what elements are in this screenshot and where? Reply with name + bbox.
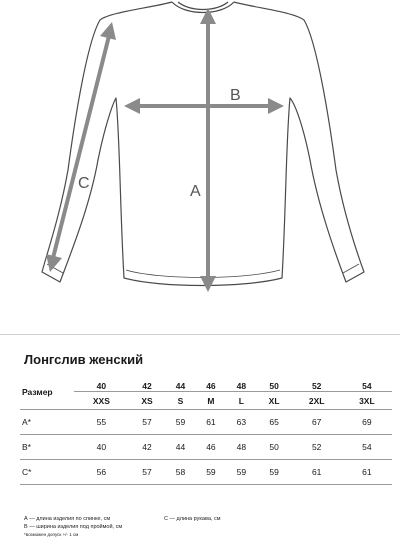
label-b: B <box>230 87 241 104</box>
size-ru-cell: 46 <box>196 375 226 392</box>
table-cell: 50 <box>257 435 292 460</box>
table-cell: 59 <box>226 460 256 485</box>
table-row <box>20 435 392 460</box>
legend-c: С — длина рукава, см <box>164 516 221 522</box>
collar <box>172 2 234 13</box>
row-label: B* <box>20 435 74 460</box>
size-ru-cell: 40 <box>74 375 129 392</box>
size-ru-cell: 44 <box>165 375 195 392</box>
table-row <box>20 460 392 485</box>
legend-a: А — длина изделия по спинке, см <box>24 516 111 522</box>
row-label: A* <box>20 410 74 435</box>
size-int-cell: L <box>226 392 256 410</box>
table-cell: 69 <box>342 410 392 435</box>
table-cell: 57 <box>129 460 166 485</box>
size-ru-cell: 52 <box>292 375 342 392</box>
table-cell: 65 <box>257 410 292 435</box>
divider <box>0 334 400 335</box>
table-cell: 59 <box>196 460 226 485</box>
size-table <box>20 375 392 485</box>
size-ru-cell: 42 <box>129 375 166 392</box>
table-cell: 40 <box>74 435 129 460</box>
table-cell: 59 <box>257 460 292 485</box>
header-row-ru <box>20 375 392 392</box>
table-cell: 55 <box>74 410 129 435</box>
header-row-int <box>20 392 392 410</box>
table-cell: 59 <box>165 410 195 435</box>
table-title: Лонгслив женский <box>24 352 144 367</box>
label-a: A <box>190 183 201 200</box>
table-cell: 48 <box>226 435 256 460</box>
table-cell: 46 <box>196 435 226 460</box>
table-cell: 63 <box>226 410 256 435</box>
legend <box>24 515 220 539</box>
legend-tolerance: *возможен допуск +/- 1 см <box>24 532 79 537</box>
size-ru-cell: 50 <box>257 375 292 392</box>
table-cell: 56 <box>74 460 129 485</box>
size-int-cell: XS <box>129 392 166 410</box>
table-cell: 61 <box>292 460 342 485</box>
table-cell: 61 <box>196 410 226 435</box>
table-row <box>20 410 392 435</box>
row-label: C* <box>20 460 74 485</box>
label-c: C <box>78 175 90 192</box>
size-int-cell: XL <box>257 392 292 410</box>
size-int-cell: S <box>165 392 195 410</box>
size-int-cell: 3XL <box>342 392 392 410</box>
size-int-cell: 2XL <box>292 392 342 410</box>
table-cell: 57 <box>129 410 166 435</box>
size-ru-cell: 54 <box>342 375 392 392</box>
table-cell: 54 <box>342 435 392 460</box>
table-cell: 52 <box>292 435 342 460</box>
table-cell: 44 <box>165 435 195 460</box>
size-ru-cell: 48 <box>226 375 256 392</box>
table-cell: 42 <box>129 435 166 460</box>
table-cell: 58 <box>165 460 195 485</box>
row-header: Размер <box>20 375 74 410</box>
legend-b: В — ширина изделия под проймой, см <box>24 524 123 530</box>
shirt-outline <box>42 2 364 286</box>
size-int-cell: M <box>196 392 226 410</box>
table-cell: 61 <box>342 460 392 485</box>
table-cell: 67 <box>292 410 342 435</box>
size-int-cell: XXS <box>74 392 129 410</box>
